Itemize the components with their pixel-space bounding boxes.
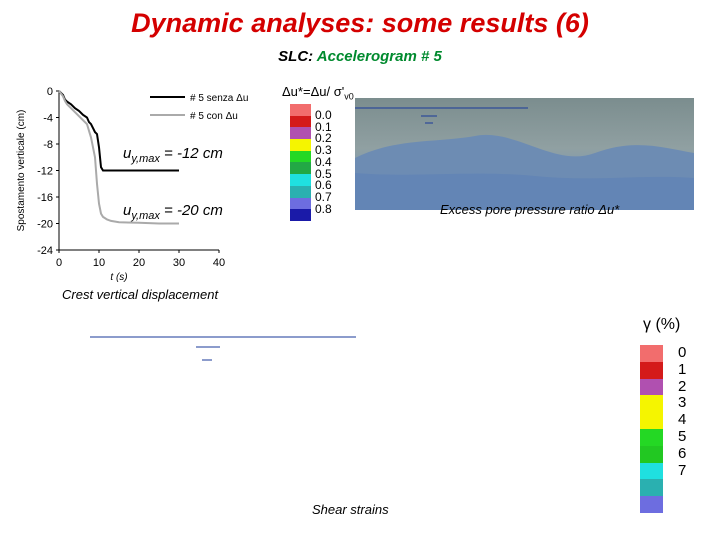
chart-legend: [150, 93, 248, 122]
colorbar-cell: [640, 395, 663, 412]
slide-title: Dynamic analyses: some results (6): [131, 8, 589, 38]
colorbar-label: 0.8: [315, 201, 332, 216]
colorbar-label: 2: [678, 377, 687, 395]
x-tick-label: 40: [212, 257, 226, 269]
colorbar-cell: [640, 412, 663, 429]
colorbar-cell: [640, 379, 663, 396]
x-tick-label: 20: [132, 257, 146, 269]
dam-photo: [355, 98, 694, 210]
dam-photo-illustration: [355, 98, 694, 210]
colorbar-cell: [290, 139, 311, 151]
colorbar-label: 1: [678, 360, 687, 378]
colorbar-cell: [640, 446, 663, 463]
excess-pore-pressure-title: Δu*=Δu/ $\sigma'_{v0}$: [282, 84, 354, 102]
y-axis-label: Spostamento verticale (cm): [16, 109, 27, 232]
colorbar-label: 3: [678, 394, 687, 412]
colorbar-cell: [290, 162, 311, 174]
y-tick-label: -12: [37, 165, 53, 178]
colorbar-label: 0: [678, 344, 687, 361]
displacement-chart: [0, 70, 250, 285]
subtitle-prefix: SLC:: [278, 48, 317, 65]
colorbar-cell: [290, 104, 311, 116]
colorbar-cell: [290, 174, 311, 186]
colorbar-cell: [290, 186, 311, 198]
colorbar-cell: [640, 429, 663, 446]
colorbar-cell: [290, 209, 311, 221]
colorbar-cell: [640, 362, 663, 379]
colorbar-cell: [640, 479, 663, 496]
shear-strain-title: γ (%): [643, 316, 681, 333]
colorbar-cell: [290, 198, 311, 210]
x-tick-label: 30: [172, 257, 186, 269]
colorbar-cell: [290, 151, 311, 163]
colorbar-label: 6: [678, 444, 687, 462]
colorbar-label: 4: [678, 411, 687, 429]
uy-max-without-label: $u_{y,max} = -12$ cm: [123, 145, 223, 165]
x-tick-label: 0: [55, 257, 63, 269]
y-tick-label: -8: [43, 139, 53, 151]
y-tick-label: -4: [43, 112, 53, 125]
colorbar-label: 0.7: [315, 189, 332, 204]
uy-max-with-label: $u_{y,max} = -20$ cm: [123, 202, 223, 222]
y-tick-label: 0: [46, 86, 53, 98]
y-tick-label: -20: [37, 218, 53, 231]
colorbar-label: 0.3: [315, 143, 332, 158]
colorbar-cell: [290, 127, 311, 139]
excess-pore-pressure-colorbar: [290, 104, 311, 221]
y-tick-label: -24: [37, 245, 53, 257]
colorbar-label: 0.6: [315, 178, 332, 193]
colorbar-label: 0.5: [315, 166, 332, 181]
shear-strain-section-lines: [90, 335, 360, 365]
colorbar-label: 0.1: [315, 119, 332, 134]
shear-strain-labels: [678, 345, 686, 479]
excess-pore-pressure-labels: [315, 110, 332, 215]
colorbar-cell: [640, 496, 663, 513]
slide-subtitle: [0, 48, 720, 65]
colorbar-label: 0.0: [315, 108, 332, 122]
displacement-caption: Crest vertical displacement: [62, 287, 219, 302]
legend-label: # 5 con Δu: [190, 111, 238, 122]
shear-strain-caption: Shear strains: [312, 502, 389, 517]
excess-pore-pressure-caption: Excess pore pressure ratio Δu*: [440, 202, 620, 217]
colorbar-cell: [640, 345, 663, 362]
y-tick-label: -16: [37, 192, 53, 204]
subtitle-accelerogram: Accelerogram # 5: [316, 48, 442, 65]
colorbar-label: 0.4: [315, 154, 332, 169]
shear-strain-colorbar: [640, 345, 663, 513]
colorbar-cell: [290, 116, 311, 128]
legend-label: # 5 senza Δu: [190, 93, 249, 104]
x-tick-label: 10: [92, 257, 106, 269]
colorbar-cell: [640, 463, 663, 480]
colorbar-label: 7: [678, 461, 687, 479]
x-axis-label: t (s): [110, 272, 128, 283]
colorbar-label: 5: [678, 427, 687, 445]
colorbar-label: 0.2: [315, 131, 332, 146]
